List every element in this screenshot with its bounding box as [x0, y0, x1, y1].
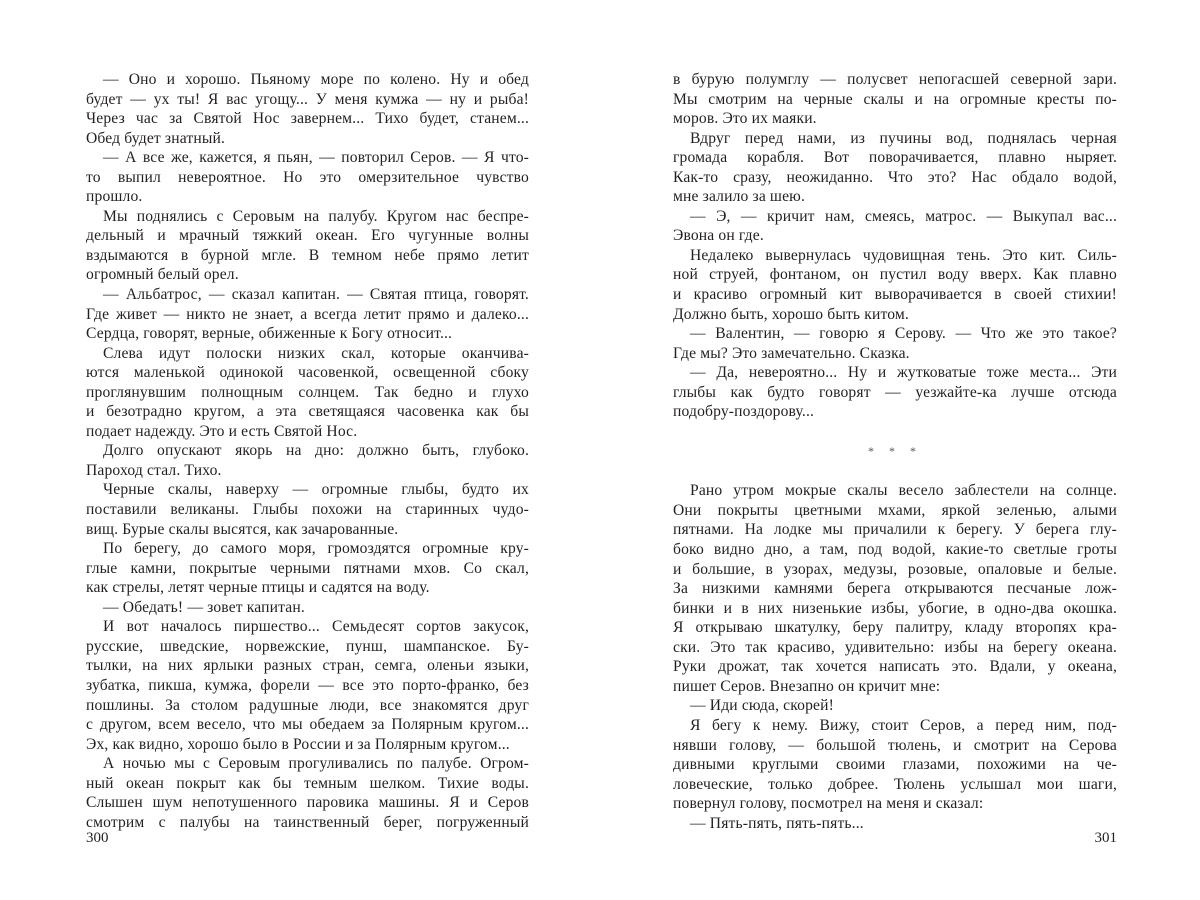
text-line: глыбы как будто говорят — уезжайте-ка лучше отсюда — [673, 383, 1117, 401]
text-line: зубатка, пикша, кумжа, форели — все это порто-франко, без — [86, 676, 529, 694]
left-page-text — [86, 70, 529, 832]
text-line: Где мы? Это замечательно. Сказка. — [673, 344, 910, 362]
text-line: громада корабля. Вот поворачивается, плавно ныряет. — [673, 149, 1117, 167]
text-line: — Оно и хорошо. Пьяному море по колено. Ну и обед — [103, 71, 529, 88]
text-line: ются маленькой одинокой часовенкой, освещенной сбоку — [86, 364, 529, 382]
text-line: в бурую полумглу — полусвет непогасшей северной зари. — [673, 71, 1117, 88]
text-line: подобру-поздорову... — [673, 403, 815, 421]
text-line: тылки, на них ярлыки разных стран, семга, оленьи языки, — [86, 657, 529, 675]
text-line: — Э, — кричит нам, смеясь, матрос. — Выкупал вас... — [690, 207, 1117, 225]
text-line: как стрелы, летят черные птицы и садятся на воду. — [86, 579, 430, 597]
text-line: и большие, в узорах, медузы, розовые, опаловые и белые. — [673, 560, 1117, 578]
text-line: Обед будет знатный. — [86, 129, 226, 147]
text-line: моров. Это их маяки. — [673, 110, 817, 128]
text-line: Мы поднялись с Серовым на палубу. Кругом нас беспре- — [103, 207, 529, 225]
text-line: Пароход стал. Тихо. — [86, 461, 222, 479]
text-line: Я открываю шкатулку, беру палитру, кладу второпях кра- — [673, 619, 1117, 637]
text-line: вищ. Бурые скалы высятся, как зачарованные. — [86, 520, 399, 538]
text-line: пятнами. На лодке мы причалили к берегу. У берега глу- — [673, 521, 1117, 539]
paragraph — [673, 716, 1117, 814]
text-line: огромный белый орел. — [86, 266, 239, 284]
text-line: Черные скалы, наверху — огромные глыбы, будто их — [103, 481, 529, 499]
text-line: Рано утром мокрые скалы весело заблестели на солнце. — [690, 482, 1117, 500]
text-line: Они покрыты цветными мхами, яркой зеленью, алыми — [673, 501, 1117, 519]
text-line: боко видно дно, а там, под водой, какие-то светлые гроты — [673, 541, 1117, 559]
text-line: пишет Серов. Внезапно он кричит мне: — [673, 677, 941, 695]
text-line: подает надежду. Это и есть Святой Нос. — [86, 422, 358, 440]
text-line: вздымаются в бурной мгле. В темном небе прямо летит — [86, 246, 529, 264]
text-line: Слева идут полоски низких скал, которые оканчива- — [103, 344, 529, 362]
text-line: ный океан покрыт как бы темным шелком. Тихие воды. — [86, 774, 529, 792]
text-line: смотрим с палубы на таинственный берег, погруженный — [86, 813, 529, 831]
text-line: и безотрадно кругом, а эта светящаяся часовенка как бы — [86, 403, 529, 421]
text-line: пошлины. За столом радушные люди, все знакомятся друг — [86, 696, 529, 714]
text-line: Должно быть, хорошо быть китом. — [673, 305, 909, 323]
text-line: За низкими камнями берега открываются песчаные лож- — [673, 580, 1117, 598]
page-number-left: 300 — [86, 830, 109, 846]
paragraph — [86, 148, 529, 207]
text-line: По берегу, до самого моря, громоздятся огромные кру- — [103, 540, 529, 558]
paragraph — [86, 344, 529, 442]
text-line: дельный и мрачный тяжкий океан. Его чугунные волны — [86, 227, 529, 245]
text-line: прошло. — [86, 188, 143, 206]
page-number-right: 301 — [1094, 830, 1117, 846]
text-line: то выпил невероятное. Но это омерзительное чувство — [86, 168, 529, 186]
paragraph — [86, 480, 529, 539]
text-line: Я бегу к нему. Вижу, стоит Серов, а перед ним, под- — [690, 716, 1117, 734]
text-line: — А все же, кажется, я пьян, — повторил Серов. — Я что- — [103, 149, 529, 167]
paragraph — [673, 363, 1117, 422]
text-line: — Альбатрос, — сказал капитан. — Святая птица, говорят. — [103, 286, 529, 304]
text-line: Долго опускают якорь на дно: должно быть, глубоко. — [103, 442, 529, 460]
paragraph — [86, 617, 529, 754]
paragraph — [86, 754, 529, 832]
paragraph — [86, 70, 529, 148]
text-line: — Обедать! — зовет капитан. — [103, 598, 305, 616]
text-line: и красиво огромный кит выворачивается в своей стихии! — [673, 286, 1117, 304]
text-line: — Да, невероятно... Ну и жутковатые тоже места... Эти — [690, 364, 1117, 382]
text-line: А ночью мы с Серовым прогуливались по палубе. Огром- — [103, 755, 529, 773]
text-line: Где живет — никто не знает, а всегда летит прямо и далеко... — [86, 305, 529, 323]
right-page — [600, 0, 1200, 900]
text-line: Слышен шум непотушенного паровика машины. Я и Серов — [86, 794, 529, 812]
text-line: будет — ух ты! Я вас угощу... У меня кумжа — ну и рыба! — [86, 90, 529, 108]
text-line: с другом, всем весело, что мы обедаем за Полярным кругом... — [86, 716, 529, 734]
text-line: ной струей, фонтаном, он пустил воду вверх. Как плавно — [673, 266, 1117, 284]
text-line: И вот началось пиршество... Семьдесят сортов закусок, — [103, 618, 529, 636]
right-page-text — [673, 70, 1117, 833]
paragraph — [86, 598, 529, 618]
paragraph — [86, 285, 529, 344]
text-line: повернул голову, посмотрел на меня и сказал: — [673, 795, 984, 813]
text-line: мне залило за шею. — [673, 188, 806, 206]
text-line: глые камни, покрытые черными пятнами мхов. Со скал, — [86, 559, 529, 577]
text-line: — Пять-пять, пять-пять... — [690, 814, 864, 832]
text-line: Недалеко вывернулась чудовищная тень. Это кит. Силь- — [690, 246, 1117, 264]
paragraph — [673, 324, 1117, 363]
text-line: русские, шведские, норвежские, пунш, шампанское. Бу- — [86, 637, 529, 655]
paragraph — [86, 539, 529, 598]
paragraph — [673, 814, 1117, 834]
text-line: Сердца, говорят, верные, обиженные к Богу относит... — [86, 325, 453, 343]
paragraph — [673, 696, 1117, 716]
text-line: Как-то сразу, неожиданно. Что это? Нас обдало водой, — [673, 168, 1117, 186]
text-line: Эвона он где. — [673, 227, 764, 245]
section-break: * * * — [868, 443, 922, 458]
paragraph — [673, 481, 1117, 696]
text-line: поставили великаны. Глыбы похожи на старинных чудо- — [86, 501, 529, 519]
paragraph — [673, 70, 1117, 129]
text-line: проглянувшим полнощным солнцем. Так бедно и глухо — [86, 383, 529, 401]
text-line: ски. Это так красиво, удивительно: избы на берегу океана. — [673, 638, 1117, 656]
text-line: Через час за Святой Нос завернем... Тихо будет, станем... — [86, 110, 529, 128]
text-line: дивными круглыми своими глазами, похожими на че- — [673, 756, 1117, 774]
text-line: Руки дрожат, так хочется написать это. Вдали, у океана, — [673, 658, 1117, 676]
text-line: бинки и в них низенькие избы, убогие, в одно-два окошка. — [673, 599, 1117, 617]
paragraph — [86, 441, 529, 480]
text-line: нявши голову, — большой тюлень, и смотрит на Серова — [673, 736, 1117, 754]
text-line: Эх, как видно, хорошо было в России и за Полярным кругом... — [86, 735, 510, 753]
paragraph — [86, 207, 529, 285]
paragraph — [673, 207, 1117, 246]
text-line: — Иди сюда, скорей! — [690, 697, 834, 715]
paragraph — [673, 129, 1117, 207]
text-line: Мы смотрим на черные скалы и на огромные кресты по- — [673, 90, 1117, 108]
text-line: Вдруг перед нами, из пучины вод, поднялась черная — [690, 129, 1117, 147]
paragraph — [673, 246, 1117, 324]
text-line: — Валентин, — говорю я Серову. — Что же это такое? — [690, 325, 1117, 343]
text-line: ловеческие, только добрее. Тюлень услышал мои шаги, — [673, 775, 1117, 793]
